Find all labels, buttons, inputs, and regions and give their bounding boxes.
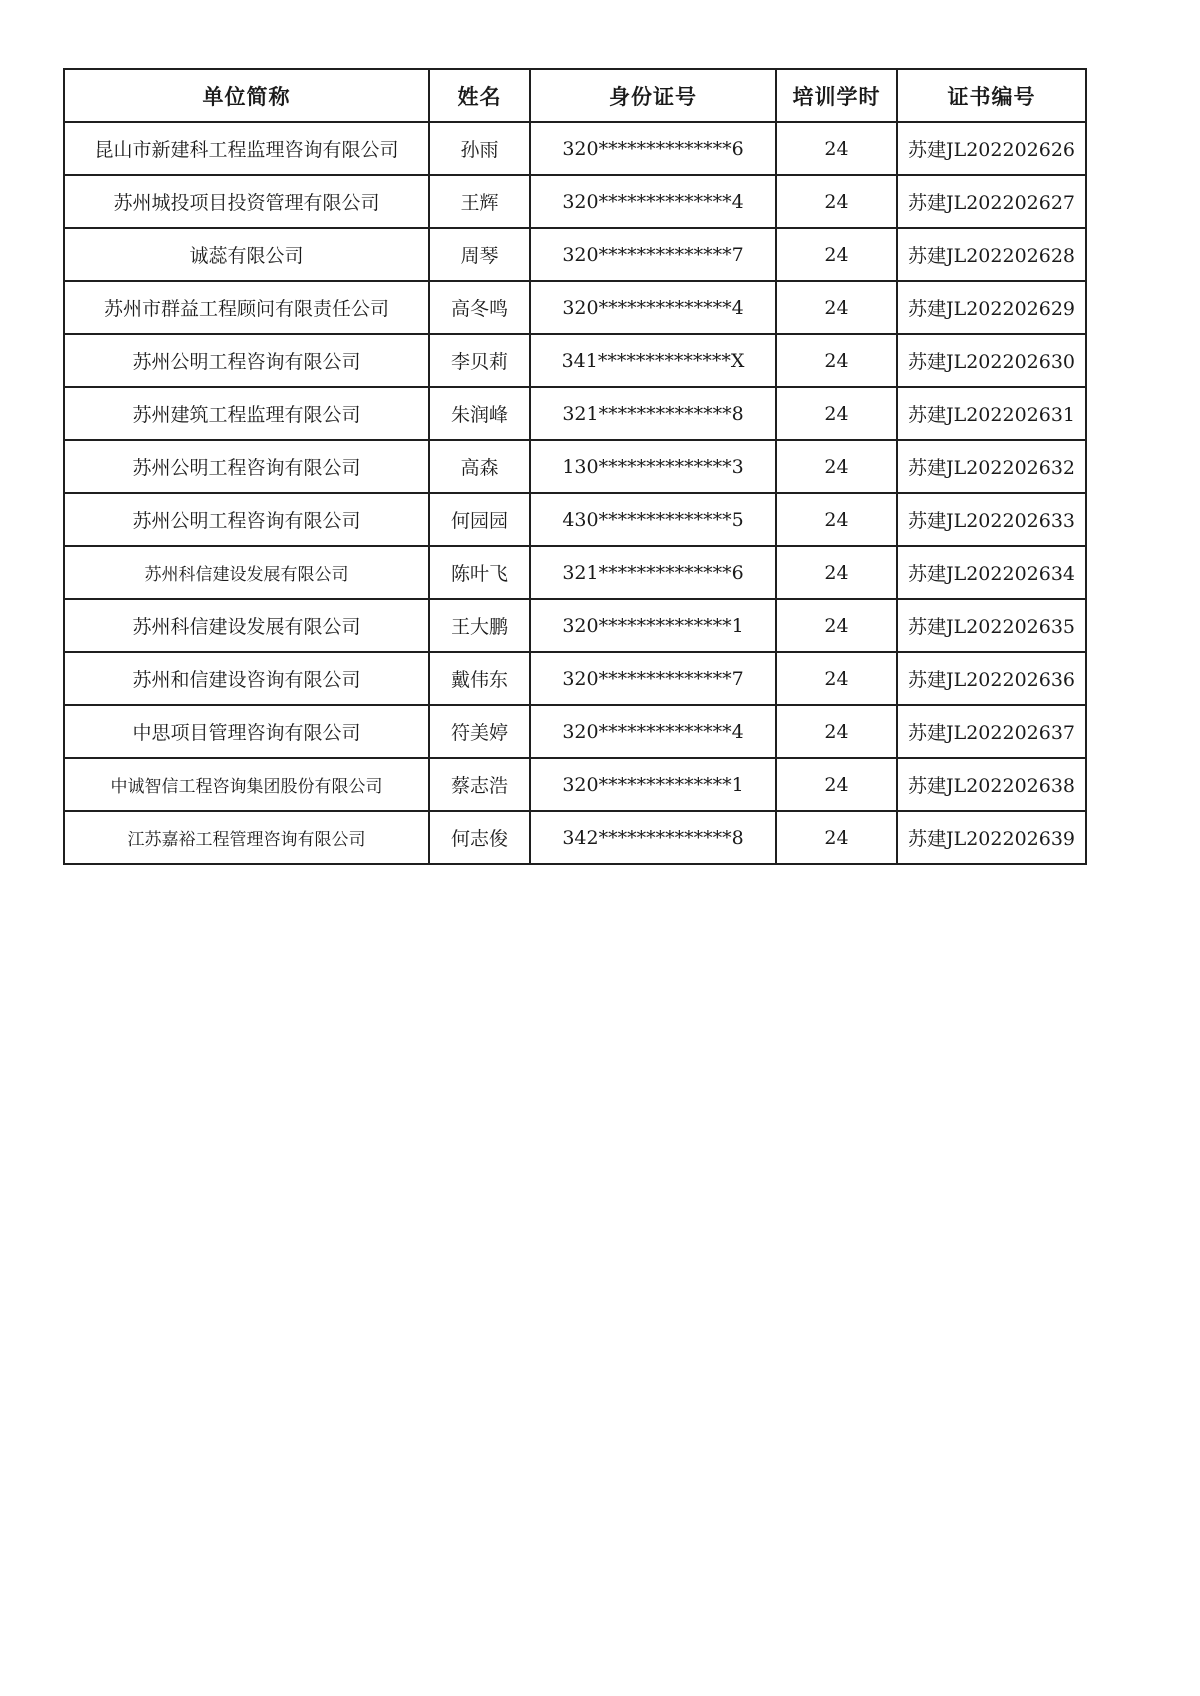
- cell-unit: 苏州建筑工程监理有限公司: [64, 387, 429, 440]
- cell-unit: 中诚智信工程咨询集团股份有限公司: [64, 758, 429, 811]
- cell-cert: 苏建JL202202629: [897, 281, 1086, 334]
- cell-cert: 苏建JL202202626: [897, 122, 1086, 175]
- cell-hours: 24: [776, 175, 897, 228]
- cell-unit: 苏州公明工程咨询有限公司: [64, 334, 429, 387]
- cell-id: 430**************5: [530, 493, 776, 546]
- cell-id: 321**************6: [530, 546, 776, 599]
- table-row: [64, 546, 1086, 599]
- cell-name: 王辉: [429, 175, 530, 228]
- cell-hours: 24: [776, 387, 897, 440]
- cell-cert: 苏建JL202202634: [897, 546, 1086, 599]
- training-roster-sheet: [63, 68, 1087, 865]
- cell-hours: 24: [776, 811, 897, 864]
- cell-cert: 苏建JL202202638: [897, 758, 1086, 811]
- cell-name: 周琴: [429, 228, 530, 281]
- cell-name: 孙雨: [429, 122, 530, 175]
- cell-hours: 24: [776, 758, 897, 811]
- cell-unit: 苏州和信建设咨询有限公司: [64, 652, 429, 705]
- cell-hours: 24: [776, 440, 897, 493]
- cell-id: 320**************4: [530, 281, 776, 334]
- cell-unit: 诚蕊有限公司: [64, 228, 429, 281]
- cell-unit: 中思项目管理咨询有限公司: [64, 705, 429, 758]
- cell-cert: 苏建JL202202637: [897, 705, 1086, 758]
- header-cert: 证书编号: [897, 69, 1086, 122]
- header-row: [64, 69, 1086, 122]
- cell-name: 蔡志浩: [429, 758, 530, 811]
- cell-hours: 24: [776, 281, 897, 334]
- cell-name: 何志俊: [429, 811, 530, 864]
- header-unit: 单位简称: [64, 69, 429, 122]
- cell-name: 高森: [429, 440, 530, 493]
- cell-hours: 24: [776, 705, 897, 758]
- table-row: [64, 705, 1086, 758]
- table-row: [64, 811, 1086, 864]
- cell-unit: 苏州公明工程咨询有限公司: [64, 440, 429, 493]
- cell-name: 陈叶飞: [429, 546, 530, 599]
- cell-cert: 苏建JL202202627: [897, 175, 1086, 228]
- table-row: [64, 334, 1086, 387]
- cell-hours: 24: [776, 599, 897, 652]
- table-row: [64, 228, 1086, 281]
- cell-id: 320**************4: [530, 175, 776, 228]
- table-row: [64, 440, 1086, 493]
- cell-hours: 24: [776, 493, 897, 546]
- cell-id: 342**************8: [530, 811, 776, 864]
- cell-id: 320**************7: [530, 228, 776, 281]
- cell-unit: 苏州科信建设发展有限公司: [64, 599, 429, 652]
- cell-name: 何园园: [429, 493, 530, 546]
- cell-id: 320**************6: [530, 122, 776, 175]
- cell-unit: 苏州科信建设发展有限公司: [64, 546, 429, 599]
- cell-cert: 苏建JL202202628: [897, 228, 1086, 281]
- cell-name: 符美婷: [429, 705, 530, 758]
- table-body: [64, 122, 1086, 864]
- cell-unit: 苏州市群益工程顾问有限责任公司: [64, 281, 429, 334]
- cell-cert: 苏建JL202202632: [897, 440, 1086, 493]
- cell-id: 320**************4: [530, 705, 776, 758]
- cell-id: 320**************7: [530, 652, 776, 705]
- cell-unit: 苏州城投项目投资管理有限公司: [64, 175, 429, 228]
- cell-id: 341**************X: [530, 334, 776, 387]
- header-id: 身份证号: [530, 69, 776, 122]
- cell-hours: 24: [776, 122, 897, 175]
- cell-name: 朱润峰: [429, 387, 530, 440]
- cell-hours: 24: [776, 546, 897, 599]
- cell-cert: 苏建JL202202639: [897, 811, 1086, 864]
- cell-hours: 24: [776, 228, 897, 281]
- cell-cert: 苏建JL202202631: [897, 387, 1086, 440]
- cell-id: 320**************1: [530, 758, 776, 811]
- cell-unit: 昆山市新建科工程监理咨询有限公司: [64, 122, 429, 175]
- cell-name: 王大鹏: [429, 599, 530, 652]
- header-hours: 培训学时: [776, 69, 897, 122]
- cell-cert: 苏建JL202202630: [897, 334, 1086, 387]
- training-roster-table: [63, 68, 1087, 865]
- cell-cert: 苏建JL202202633: [897, 493, 1086, 546]
- table-row: [64, 281, 1086, 334]
- cell-unit: 苏州公明工程咨询有限公司: [64, 493, 429, 546]
- table-row: [64, 387, 1086, 440]
- cell-name: 戴伟东: [429, 652, 530, 705]
- cell-id: 130**************3: [530, 440, 776, 493]
- table-row: [64, 599, 1086, 652]
- cell-cert: 苏建JL202202635: [897, 599, 1086, 652]
- cell-name: 李贝莉: [429, 334, 530, 387]
- header-name: 姓名: [429, 69, 530, 122]
- cell-id: 321**************8: [530, 387, 776, 440]
- table-row: [64, 652, 1086, 705]
- table-row: [64, 175, 1086, 228]
- table-row: [64, 758, 1086, 811]
- table-row: [64, 122, 1086, 175]
- table-row: [64, 493, 1086, 546]
- cell-id: 320**************1: [530, 599, 776, 652]
- cell-hours: 24: [776, 652, 897, 705]
- cell-unit: 江苏嘉裕工程管理咨询有限公司: [64, 811, 429, 864]
- cell-hours: 24: [776, 334, 897, 387]
- cell-name: 高冬鸣: [429, 281, 530, 334]
- cell-cert: 苏建JL202202636: [897, 652, 1086, 705]
